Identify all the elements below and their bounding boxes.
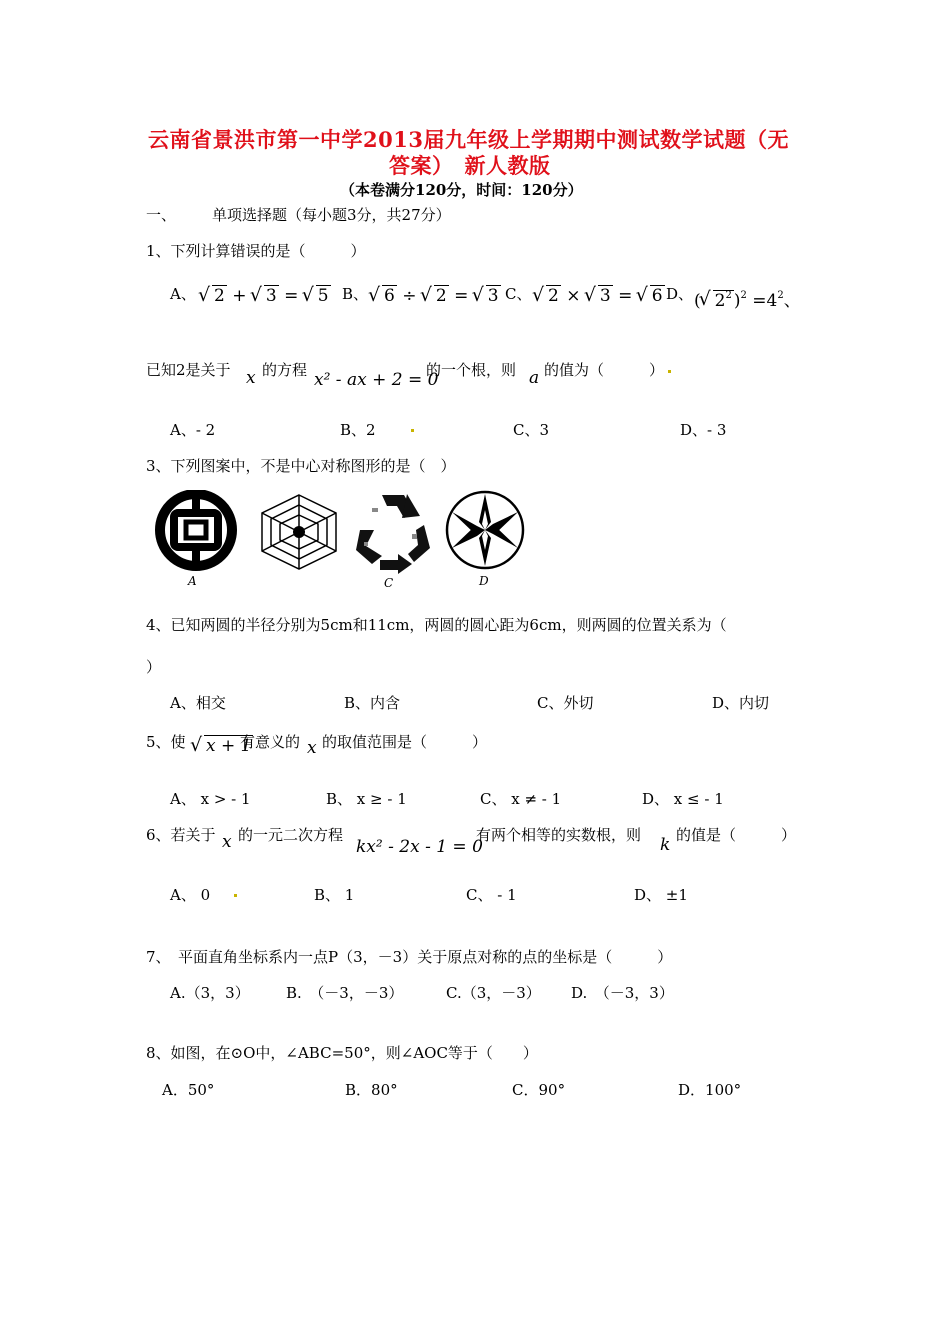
q6-option-a: A、 0: [170, 886, 211, 904]
q2-text-1: 已知2是关于: [146, 361, 231, 379]
q6-option-c: C、 - 1: [466, 886, 517, 904]
q8-option-a: A．50°: [162, 1081, 215, 1099]
speck-mark: [411, 429, 414, 432]
q1-option-b-label: B、: [342, 285, 369, 303]
q5-var-x: x: [307, 738, 317, 758]
speck-mark: [234, 894, 237, 897]
section-number: 一、: [146, 206, 177, 224]
q8-option-d: D．100°: [678, 1081, 742, 1099]
q5-radical: √ x + 1: [192, 736, 253, 756]
q2-text-4: 的值为（ ）: [544, 361, 665, 379]
doc-subtitle: （本卷满分120分，时间：120分）: [340, 181, 583, 199]
q6-option-d: D、 ±1: [634, 886, 688, 904]
section-heading: 单项选择题（每小题3分，共27分）: [212, 206, 451, 224]
q6-text-3: 有两个相等的实数根，则: [476, 826, 642, 844]
q5-option-c: C、 x ≠ - 1: [480, 790, 562, 808]
q5-text-1: 5、使: [146, 733, 186, 751]
figure-b-hexagon-web: [256, 492, 342, 572]
q2-var-a: a: [529, 368, 540, 388]
q1-option-d-expr: (√ $2^2$ )$^2 =4^2$、: [694, 286, 801, 311]
q4-option-a: A、相交: [170, 694, 226, 712]
q4-option-b: B、内含: [344, 694, 401, 712]
question-1-stem: 1、下列计算错误的是（ ）: [146, 242, 366, 260]
q5-option-d: D、 x ≤ - 1: [642, 790, 724, 808]
doc-title-line2: 答案） 新人教版: [389, 153, 551, 178]
q6-text-4: 的值是（ ）: [676, 826, 797, 844]
question-4-stem: 4、已知两圆的半径分别为5cm和11cm，两圆的圆心距为6cm，则两圆的位置关系为（: [146, 616, 727, 634]
q2-option-b: B、2: [340, 421, 376, 439]
q5-option-a: A、 x > - 1: [170, 790, 251, 808]
question-3-stem: 3、下列图案中，不是中心对称图形的是（ ）: [146, 457, 456, 475]
q2-text-3: 的一个根，则: [426, 361, 517, 379]
speck-mark: [668, 370, 671, 373]
q6-text-1: 6、若关于: [146, 826, 216, 844]
q2-option-d: D、- 3: [680, 421, 727, 439]
q7-option-b: B. （－3，－3）: [286, 984, 404, 1002]
q7-option-c: C.（3，－3）: [446, 984, 541, 1002]
q6-equation: kx² - 2x - 1 = 0: [356, 837, 483, 857]
figure-a-bank-logo: [152, 490, 242, 590]
q8-option-b: B．80°: [345, 1081, 398, 1099]
q2-text-2: 的方程: [262, 361, 308, 379]
q5-text-3: 的取值范围是（ ）: [322, 733, 488, 751]
q2-option-a: A、- 2: [170, 421, 216, 439]
q2-var-x: x: [246, 368, 256, 388]
q4-option-d: D、内切: [712, 694, 770, 712]
q6-var-k: k: [660, 835, 671, 855]
q6-text-2: 的一元二次方程: [238, 826, 344, 844]
doc-title-line1: 云南省景洪市第一中学2013届九年级上学期期中测试数学试题（无: [148, 127, 789, 152]
q7-option-d: D. （－3，3）: [571, 984, 674, 1002]
q1-option-d-label: D、: [666, 285, 694, 303]
q2-equation: x² - ax + 2 = 0: [314, 370, 439, 390]
figure-d-label: D: [479, 574, 489, 588]
figure-c-label: C: [384, 576, 394, 590]
q1-option-a-label: A、: [170, 285, 196, 303]
q2-option-c: C、3: [513, 421, 550, 439]
q5-option-b: B、 x ≥ - 1: [326, 790, 407, 808]
q7-option-a: A.（3，3）: [170, 984, 250, 1002]
q1-option-c-label: C、: [505, 285, 532, 303]
q8-option-c: C．90°: [512, 1081, 566, 1099]
question-7-stem: 7、 平面直角坐标系内一点P（3，－3）关于原点对称的点的坐标是（ ）: [146, 948, 673, 966]
figure-d-star-circle: [444, 490, 530, 586]
q1-option-c-expr: √ 2 × √ 3 = √ 6: [534, 286, 665, 306]
figure-a-label: A: [188, 574, 197, 588]
q1-option-a-expr: √ 2 + √ 3 = √ 5: [200, 286, 331, 306]
q6-var-x: x: [222, 832, 232, 852]
q6-option-b: B、 1: [314, 886, 355, 904]
question-8-stem: 8、如图，在⊙O中，∠ABC=50°，则∠AOC等于（ ）: [146, 1044, 538, 1062]
question-4-stem-end: ）: [146, 658, 162, 676]
q4-option-c: C、外切: [537, 694, 594, 712]
q5-text-2: 有意义的: [240, 733, 301, 751]
figure-c-recycle-arrows: [352, 490, 432, 586]
q1-option-b-expr: √ 6 ÷ √ 2 = √ 3: [370, 286, 501, 306]
